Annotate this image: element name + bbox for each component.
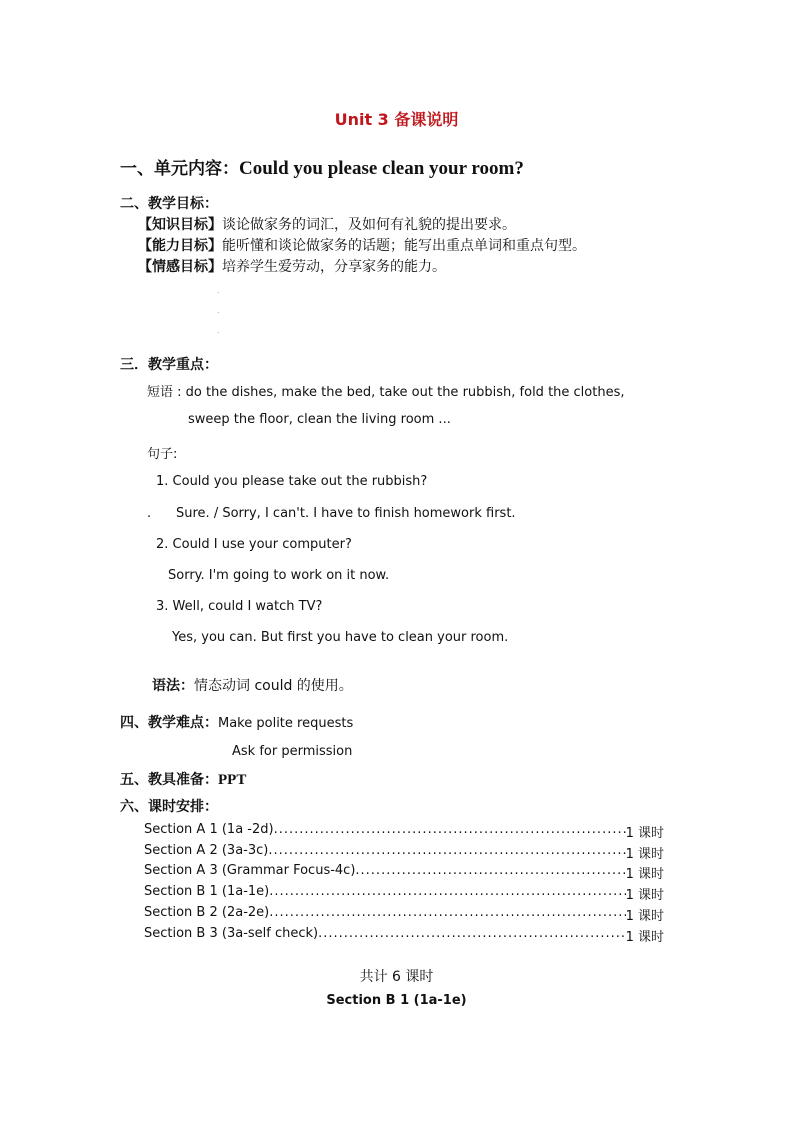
schedule-hours: 1 课时 — [625, 867, 664, 882]
document-title: Unit 3 备课说明 — [334, 110, 459, 129]
leader-dots — [269, 884, 625, 903]
leader-dots — [355, 863, 625, 882]
schedule-name: Section B 1 (1a-1e) — [144, 884, 270, 899]
sentence-3: 3. Well, could I watch TV? — [156, 599, 323, 614]
key-points-heading: 三．教学重点： — [120, 357, 218, 373]
leader-dots — [274, 822, 626, 841]
objective-text: 谈论做家务的词汇，及如何有礼貌的提出要求。 — [222, 217, 516, 233]
difficulty-1: Make polite requests — [218, 716, 354, 731]
leader-dots — [318, 926, 625, 945]
sentence-1: 1. Could you please take out the rubbish? — [156, 474, 428, 489]
materials-text: PPT — [218, 772, 247, 788]
schedule-row — [144, 822, 664, 841]
teaching-goals-heading: 二、教学目标： — [120, 196, 218, 212]
objective-ability — [138, 235, 586, 255]
sentence-3-answer: Yes, you can. But first you have to clean your room. — [172, 630, 509, 645]
schedule-row — [144, 884, 664, 903]
objective-knowledge — [138, 214, 516, 234]
difficulty-2: Ask for permission — [232, 744, 353, 759]
sentence-2-answer: Sorry. I'm going to work on it now. — [168, 568, 390, 583]
sentence-1-dot: . — [147, 506, 152, 521]
grammar-text: 情态动词 could 的使用。 — [194, 678, 353, 694]
objective-label: 【情感目标】 — [138, 259, 222, 275]
objective-label: 【知识目标】 — [138, 217, 222, 233]
schedule-name: Section B 3 (3a-self check) — [144, 926, 319, 941]
next-section-heading: Section B 1 (1a-1e) — [326, 993, 467, 1008]
objective-label: 【能力目标】 — [138, 238, 222, 254]
schedule-heading: 六、课时安排： — [120, 799, 218, 815]
materials-line — [120, 769, 246, 789]
schedule-hours: 1 课时 — [625, 888, 664, 903]
marker-dot: . — [217, 306, 220, 315]
objective-text: 能听懂和谈论做家务的话题；能写出重点单词和重点句型。 — [222, 238, 586, 254]
objective-text: 培养学生爱劳动，分享家务的能力。 — [222, 259, 446, 275]
leader-dots — [269, 905, 625, 924]
schedule-hours: 1 课时 — [625, 930, 664, 945]
phrases-line-2: sweep the floor, clean the living room ... — [188, 412, 451, 427]
objective-emotion — [138, 256, 446, 276]
schedule-row — [144, 863, 664, 882]
difficulties-heading: 四、教学难点： — [120, 715, 218, 731]
grammar-line — [152, 675, 353, 695]
unit-content-heading — [120, 154, 524, 180]
materials-heading: 五、教具准备： — [120, 772, 218, 788]
sentence-1-answer: Sure. / Sorry, I can't. I have to finish homework first. — [176, 506, 516, 521]
schedule-hours: 1 课时 — [625, 847, 664, 862]
grammar-label: 语法： — [152, 678, 194, 694]
sentences-label: 句子: — [147, 447, 178, 462]
schedule-name: Section A 3 (Grammar Focus-4c) — [144, 863, 356, 878]
schedule-name: Section A 1 (1a -2d) — [144, 822, 274, 837]
unit-content-text: Could you please clean your room? — [239, 158, 524, 179]
schedule-hours: 1 课时 — [625, 826, 664, 841]
schedule-row — [144, 843, 664, 862]
leader-dots — [268, 843, 625, 862]
schedule-row — [144, 905, 664, 924]
schedule-row — [144, 926, 664, 945]
schedule-total: 共计 6 课时 — [359, 969, 434, 985]
sentence-2: 2. Could I use your computer? — [156, 537, 352, 552]
difficulties-line — [120, 712, 353, 732]
schedule-name: Section A 2 (3a-3c) — [144, 843, 269, 858]
schedule-hours: 1 课时 — [625, 909, 664, 924]
phrases-line-1: 短语 : do the dishes, make the bed, take out the rubbish, fold the clothes, — [147, 385, 625, 400]
marker-dot: . — [217, 286, 220, 295]
schedule-name: Section B 2 (2a-2e) — [144, 905, 270, 920]
unit-content-label: 一、单元内容： — [120, 159, 239, 179]
marker-dot: . — [217, 326, 220, 335]
